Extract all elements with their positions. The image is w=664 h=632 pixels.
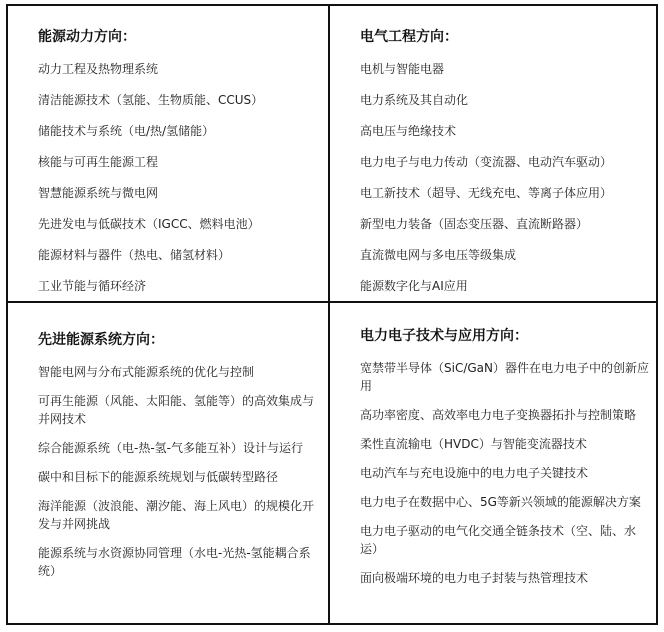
section-electrical-engineering — [330, 6, 656, 301]
section-title: 能源动力方向： — [38, 29, 136, 45]
section-title: 电力电子技术与应用方向： — [360, 328, 528, 344]
list-item: 直流微电网与多电压等级集成 — [360, 248, 517, 262]
list-item: 智能电网与分布式能源系统的优化与控制 — [38, 365, 255, 379]
section-energy-power — [8, 6, 328, 301]
topic-list — [360, 60, 650, 295]
list-item: 能源系统与水资源协同管理（水电-光热-氢能耦合系统） — [38, 546, 311, 578]
list-item: 高电压与绝缘技术 — [360, 124, 457, 138]
list-item: 核能与可再生能源工程 — [38, 155, 159, 169]
list-item: 工业节能与循环经济 — [38, 279, 147, 293]
topic-list — [38, 363, 314, 580]
section-title: 电气工程方向： — [360, 29, 458, 45]
list-item: 电力系统及其自动化 — [360, 93, 469, 107]
research-directions-table — [6, 4, 658, 625]
topic-list — [38, 60, 308, 295]
list-item: 能源材料与器件（热电、储氢材料） — [38, 248, 231, 262]
list-item: 面向极端环境的电力电子封装与热管理技术 — [360, 571, 589, 585]
section-advanced-energy-systems — [8, 303, 328, 623]
section-title: 先进能源系统方向： — [38, 332, 164, 348]
section-power-electronics — [330, 303, 656, 623]
list-item: 能源数字化与AI应用 — [360, 279, 468, 293]
list-item: 碳中和目标下的能源系统规划与低碳转型路径 — [38, 470, 279, 484]
list-item: 先进发电与低碳技术（IGCC、燃料电池） — [38, 217, 260, 231]
list-item: 储能技术与系统（电/热/氢储能） — [38, 124, 215, 138]
list-item: 海洋能源（波浪能、潮汐能、海上风电）的规模化开发与并网挑战 — [38, 499, 315, 531]
list-item: 电力电子与电力传动（变流器、电动汽车驱动） — [360, 155, 613, 169]
list-item: 综合能源系统（电-热-氢-气多能互补）设计与运行 — [38, 441, 303, 455]
list-item: 新型电力装备（固态变压器、直流断路器） — [360, 217, 589, 231]
list-item: 电动汽车与充电设施中的电力电子关键技术 — [360, 466, 589, 480]
list-item: 电机与智能电器 — [360, 62, 445, 76]
list-item: 电力电子在数据中心、5G等新兴领域的能源解决方案 — [360, 495, 641, 509]
topic-list — [360, 359, 650, 587]
list-item: 智慧能源系统与微电网 — [38, 186, 159, 200]
list-item: 清洁能源技术（氢能、生物质能、CCUS） — [38, 93, 264, 107]
list-item: 电工新技术（超导、无线充电、等离子体应用） — [360, 186, 613, 200]
list-item: 电力电子驱动的电气化交通全链条技术（空、陆、水运） — [360, 524, 637, 556]
list-item: 柔性直流输电（HVDC）与智能变流器技术 — [360, 437, 587, 451]
list-item: 可再生能源（风能、太阳能、氢能等）的高效集成与并网技术 — [38, 394, 315, 426]
list-item: 宽禁带半导体（SiC/GaN）器件在电力电子中的创新应用 — [360, 361, 650, 393]
list-item: 动力工程及热物理系统 — [38, 62, 159, 76]
list-item: 高功率密度、高效率电力电子变换器拓扑与控制策略 — [360, 408, 637, 422]
